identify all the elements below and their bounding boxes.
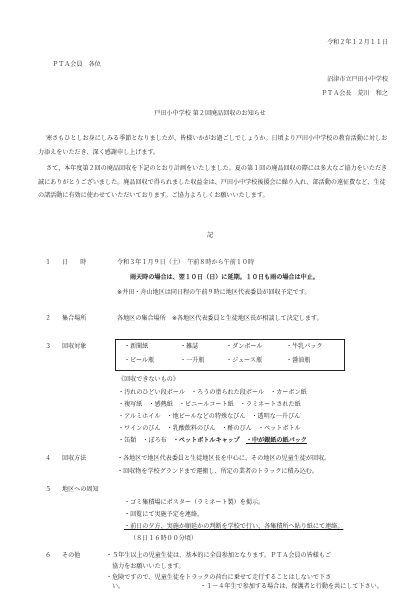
section-5-line-2: ・回覧にて実施予定を連絡。 (124, 511, 204, 518)
non-collectable-cans-rags: ・缶類 ・ぼろ布 (118, 437, 173, 444)
section-6-line-2b: い。 (112, 583, 125, 590)
non-collectable-bottle-caps: ・ペットボトルキャップ (172, 437, 240, 444)
section-6-line-1: ・５年生以上の児童生徒は、基本的に全員参加となります。ＰＴＡ会員の皆様もご (106, 552, 331, 559)
non-collectable-title: 《回収できないもの》 (118, 376, 179, 383)
section-2-number: ２ (45, 315, 52, 322)
section-3-label: 回収対象 (62, 343, 87, 350)
school-name: 沼津市立戸田小中学校 (327, 76, 388, 83)
collectable-item: ・ダンボール (226, 343, 263, 350)
recipient-line: ＰＴＡ会員 各位 (52, 61, 101, 68)
section-5-line-3: ・前日の夕方、実施か順延かの判断を学校で行い、各集積所へ貼り紙にて連絡。 (124, 523, 344, 530)
section-3-number: ３ (45, 343, 52, 350)
non-collectable-line: ・複写紙 ・感熱紙 ・ビニールコート紙 ・ラミネートされた紙 (118, 401, 301, 408)
collectable-item: ・新聞紙 (124, 343, 149, 350)
intro-paragraph-1: 寒さもひとしお身にしみる季節となりましたが、皆様いかがお過ごしでしょうか。日頃より戸田小中学校の教育活動に対しお力添えをいただき、深く感謝申し上げます。 (38, 135, 388, 156)
ki-heading: 記 (206, 232, 214, 239)
collectable-item: ・ビール瓶 (124, 357, 155, 364)
section-1-line-2: 雨天時の場合は、翌１０日（日）に延期。１０日も雨の場合は中止。 (130, 274, 319, 281)
non-collectable-line: ・汚れのひどい段ボール ・ろうの塗られた段ボール ・カーボン紙 (118, 389, 307, 396)
section-4-line-2: ・回収物を学校グランドまで運搬し、所定の業者のトラックに積み込む。 (117, 468, 318, 475)
section-5-line-4: （８日１６時００分頃） (130, 535, 198, 542)
section-5-label: 地区への周知 (62, 486, 99, 493)
non-collectable-foil-cartons: ・中が銀紙の紙パック (245, 437, 307, 444)
section-5-line-1: ・ゴミ集積場にポスター（ラミネート製）を掲示。 (124, 499, 265, 506)
document-date: 令和２年１２月１１日 (327, 39, 388, 46)
non-collectable-line-last (118, 437, 307, 445)
collectable-items-box (115, 339, 345, 371)
non-collectable-line: ・アルミホイル ・地ビールなどの特殊なびん ・透明な一升びん (118, 413, 301, 420)
collectable-item: ・一升瓶 (180, 357, 205, 364)
section-1-label: 日 時 (62, 259, 87, 266)
section-1-line-1: 令和３年１月９日（土） 午前８時から午前１０時 (117, 259, 255, 266)
section-5-number: ５ (45, 486, 52, 493)
section-4-label: 回収方法 (62, 455, 87, 462)
intro-paragraph-2: さて、本年度第２回の廃品回収を下記のとおり計画をいたしました。夏の第１回の廃品回収の際には多大なご協力をいただき誠にありがとうございました。廃品回収で得られました収益金は、戸田小中学校後援会に繰り入れ、部活動の遠征費など、生徒の諸活動に有効に使わせていただいております。ご協力よろしくお願いいたします。 (38, 165, 388, 199)
section-2-line-1: 各地区の集合場所 ※各地区代表委員と生徒地区長が相談して決定します。 (117, 315, 323, 322)
section-6-line-2: ・危険ですので、児童生徒をトラックの荷台に乗せて走行することはしないで下さ (106, 574, 332, 581)
section-6-line-3: ・１～４年生で参加する場合は、保護者と行動を共にして下さい。 (200, 583, 383, 590)
section-1-line-3: ※井田・舟山地区は同日程の午前９時に地区代表委員が回収予定です。 (117, 289, 311, 296)
section-4-line-1: ・各地区で地区代表委員と生徒地区長を中心に、その地区の児童生徒が回収。 (117, 455, 331, 462)
section-4-number: ４ (45, 455, 52, 462)
non-collectable-line: ・ワインのびん ・乳酸飲料のびん ・酢のびん ・ペットボトル (118, 425, 301, 432)
collectable-item: ・牛乳パック (286, 343, 323, 350)
section-6-label: その他 (62, 552, 81, 559)
section-2-label: 集合場所 (62, 315, 87, 322)
collectable-item: ・雑誌 (180, 343, 199, 350)
section-1-number: １ (45, 259, 52, 266)
section-6-number: ６ (45, 552, 52, 559)
collectable-item: ・醤油瓶 (286, 357, 311, 364)
document-title: 戸田小中学校 第２回廃品回収のお知らせ (154, 110, 266, 117)
sender-name: ＰＴＡ会長 荒川 和之 (320, 90, 388, 97)
collectable-item: ・ジュース瓶 (226, 357, 263, 364)
section-6-line-1b: 協力をお願いいたします。 (112, 563, 185, 570)
